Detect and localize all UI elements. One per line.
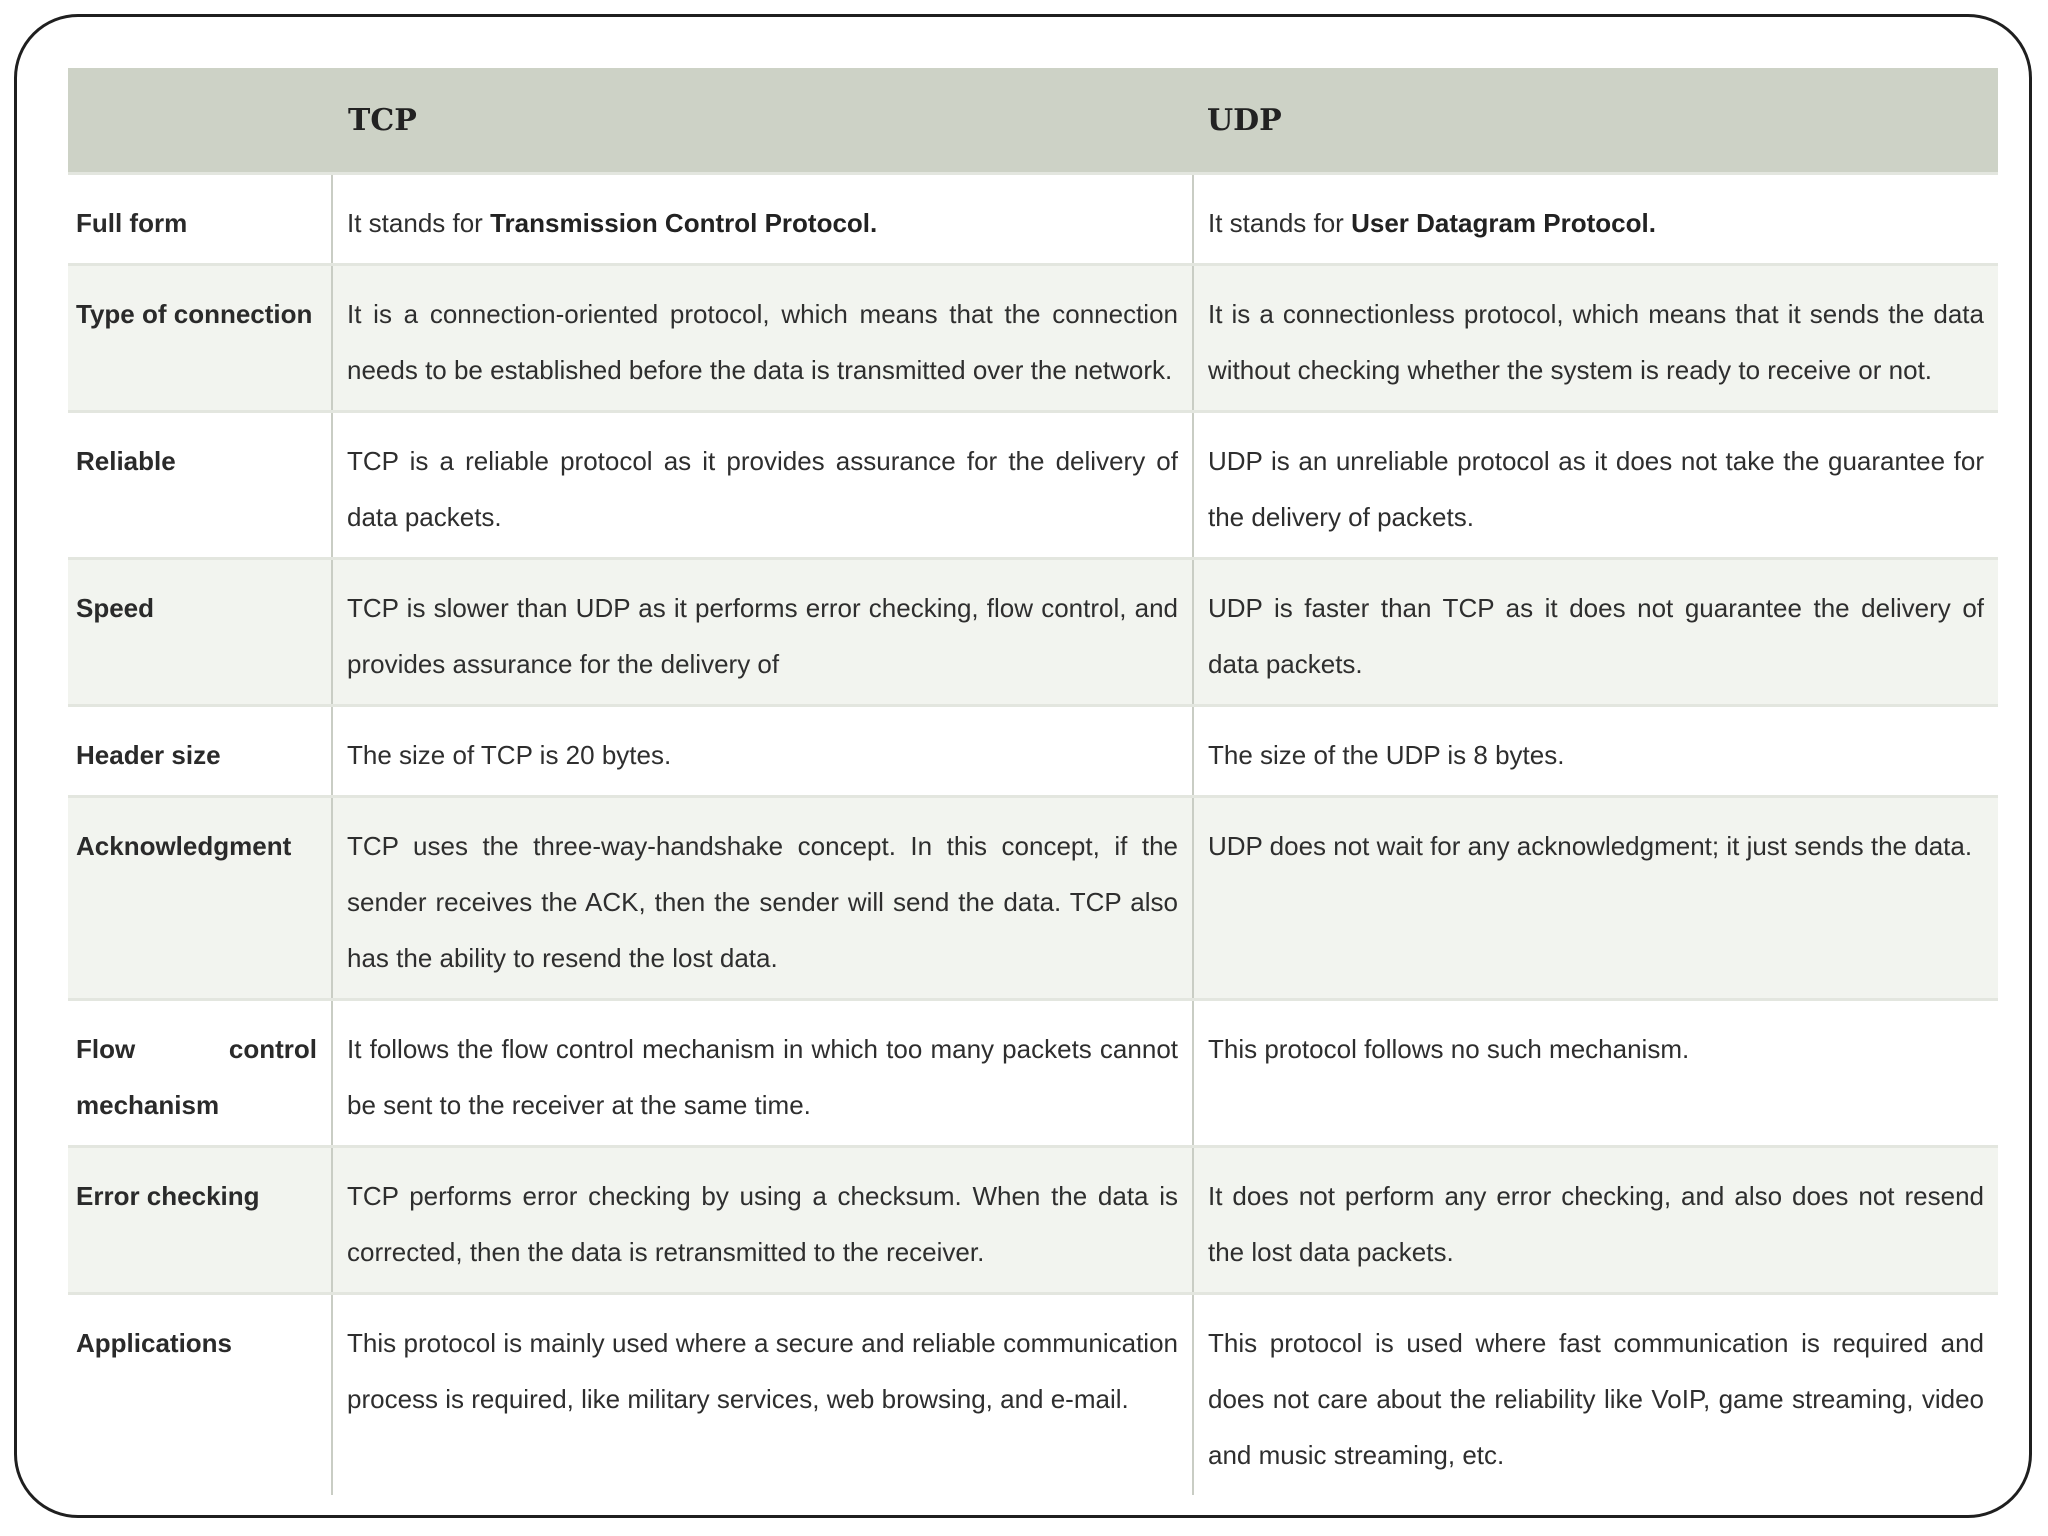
tcp-cell: It follows the flow control mechanism in which too many packets cannot be sent to the receiver at the same time.	[332, 1000, 1193, 1147]
table-row	[68, 1000, 1998, 1147]
udp-cell-prefix: It stands for	[1208, 208, 1352, 238]
row-label: Flow control mechanism	[76, 1034, 317, 1120]
table-row	[68, 1294, 1998, 1496]
row-label: Reliable	[76, 446, 176, 476]
tcp-cell: The size of TCP is 20 bytes.	[332, 706, 1193, 797]
table-row	[68, 1147, 1998, 1294]
tcp-vs-udp-table	[68, 68, 1998, 1495]
table-row	[68, 559, 1998, 706]
row-label: Speed	[76, 593, 155, 623]
row-label: Error checking	[76, 1181, 260, 1211]
udp-cell: It is a connectionless protocol, which means that it sends the data without checking whether the system is ready to receive or not.	[1208, 299, 1984, 385]
table-row	[68, 797, 1998, 1000]
tcp-cell: TCP performs error checking by using a checksum. When the data is corrected, then the data is retransmitted to the receiver.	[332, 1147, 1193, 1294]
udp-cell	[1193, 174, 1998, 265]
udp-cell: UDP does not wait for any acknowledgment; it just sends the data.	[1208, 831, 1973, 861]
table-row	[68, 706, 1998, 797]
tcp-cell: It is a connection-oriented protocol, which means that the connection needs to be established before the data is transmitted over the network.	[332, 265, 1193, 412]
comparison-table-container	[68, 68, 1998, 1495]
row-label: Acknowledgment	[76, 831, 292, 861]
row-label: Header size	[76, 740, 221, 770]
udp-cell: UDP is an unreliable protocol as it does not take the guarantee for the delivery of packets.	[1208, 446, 1984, 532]
tcp-cell: This protocol is mainly used where a secure and reliable communication process is required, like military services, web browsing, and e-mail.	[332, 1294, 1193, 1496]
tcp-cell: TCP is a reliable protocol as it provides assurance for the delivery of data packets.	[332, 412, 1193, 559]
slide-frame	[14, 14, 2032, 1518]
table-row	[68, 412, 1998, 559]
udp-cell: It does not perform any error checking, and also does not resend the lost data packets.	[1208, 1181, 1984, 1267]
udp-cell: This protocol follows no such mechanism.	[1208, 1034, 1690, 1064]
udp-full-form: User Datagram Protocol.	[1351, 208, 1656, 238]
tcp-cell: TCP uses the three-way-handshake concept. In this concept, if the sender receives the ACK, then the sender will send the data. TCP also has the ability to resend the lost data.	[332, 797, 1193, 1000]
tcp-cell	[332, 174, 1193, 265]
udp-cell: UDP is faster than TCP as it does not guarantee the delivery of data packets.	[1208, 593, 1984, 679]
table-header-row	[68, 68, 1998, 174]
header-blank-cell	[68, 68, 332, 174]
table-row	[68, 174, 1998, 265]
tcp-cell: TCP is slower than UDP as it performs error checking, flow control, and provides assurance for the delivery of	[332, 559, 1193, 706]
table-row	[68, 265, 1998, 412]
tcp-full-form: Transmission Control Protocol.	[490, 208, 878, 238]
row-label: Full form	[76, 208, 188, 238]
header-tcp: TCP	[332, 68, 1193, 174]
udp-cell: This protocol is used where fast communication is required and does not care about the reliability like VoIP, game streaming, video and music streaming, etc.	[1208, 1328, 1984, 1470]
row-label: Type of connection	[76, 299, 313, 329]
row-label: Applications	[76, 1328, 233, 1358]
tcp-cell-prefix: It stands for	[347, 208, 491, 238]
header-udp: UDP	[1193, 68, 1998, 174]
udp-cell: The size of the UDP is 8 bytes.	[1208, 740, 1565, 770]
